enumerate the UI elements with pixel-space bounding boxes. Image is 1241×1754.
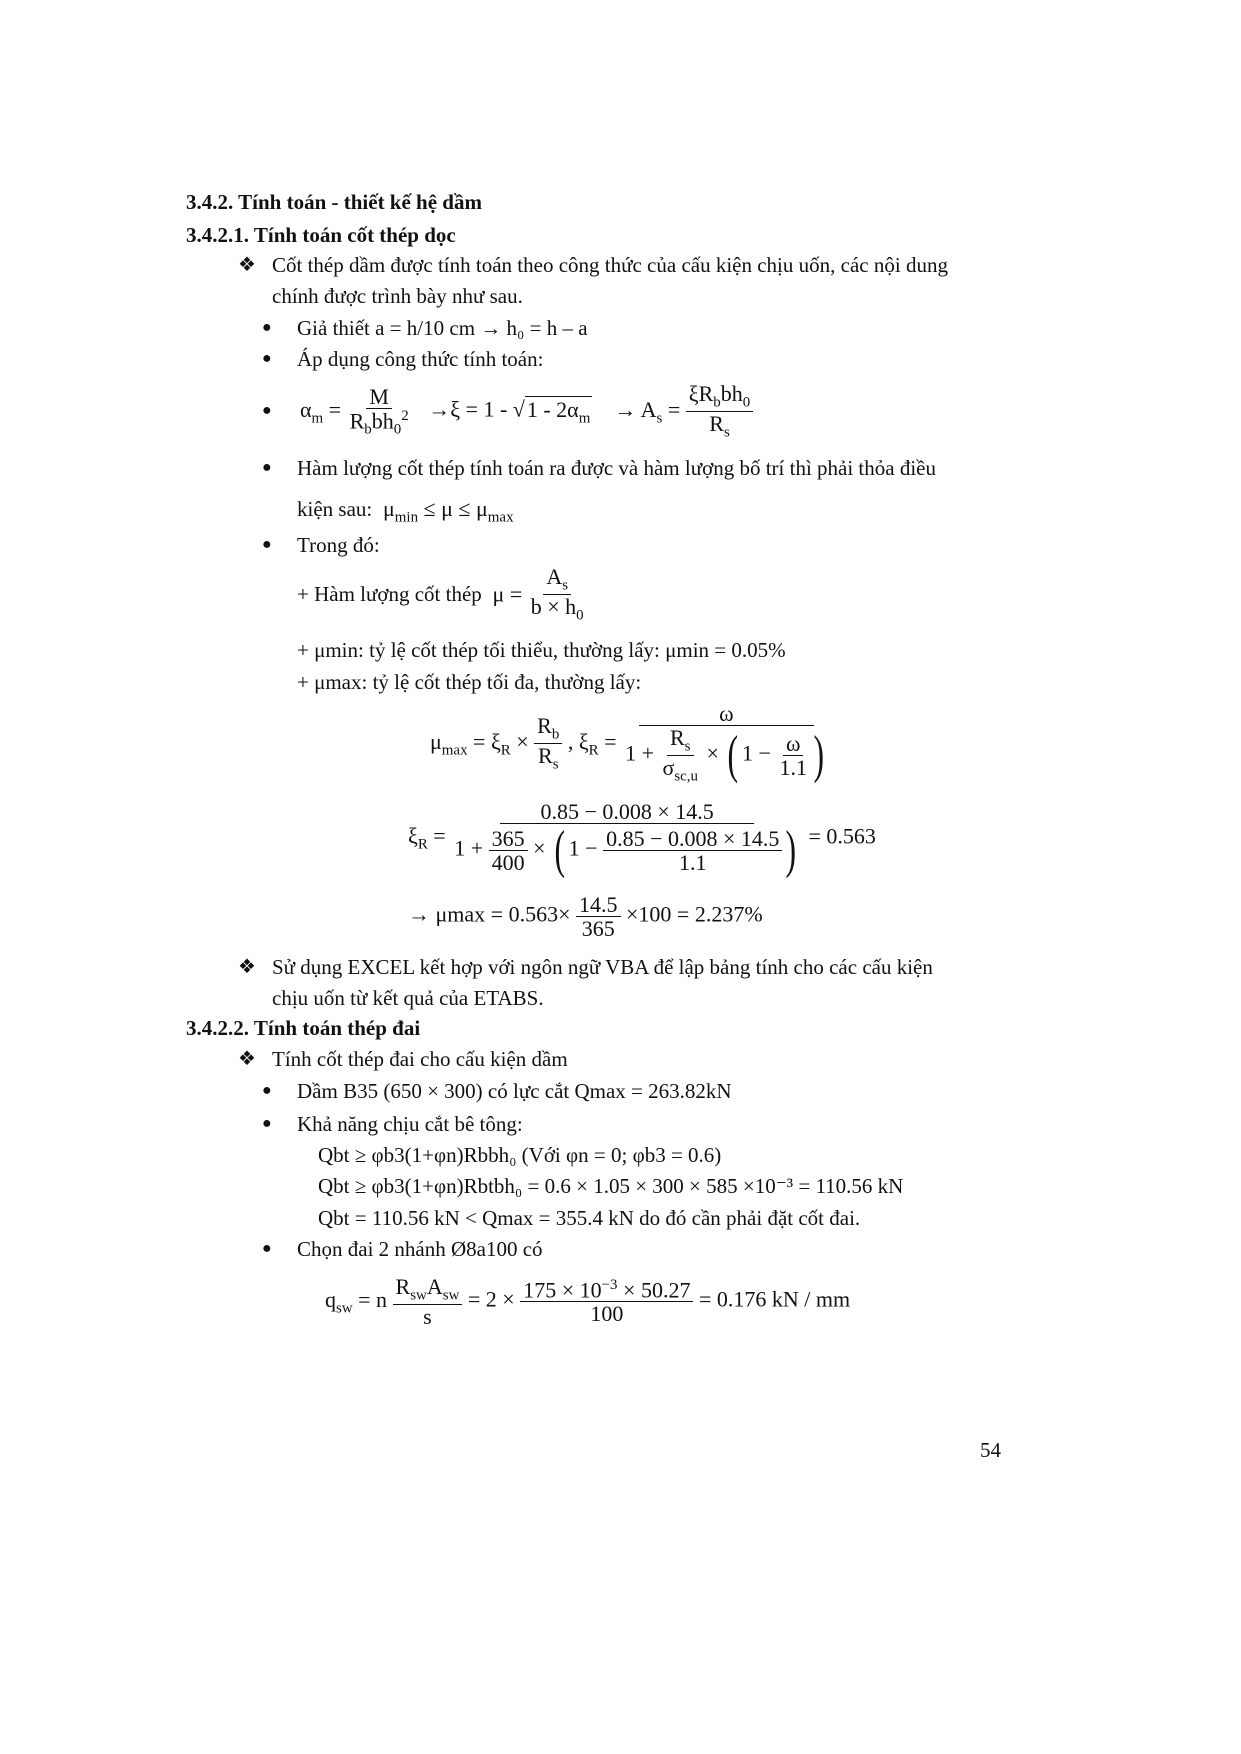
diamond-bullet-icon: ❖ (238, 254, 256, 276)
excel-line-2: chịu uốn từ kết quả của ETABS. (272, 986, 544, 1010)
diamond-bullet-icon: ❖ (238, 1048, 256, 1070)
bullet-assumption: Giả thiết a = h/10 cm → h₀ = h – a (297, 316, 588, 340)
bullet-dot-icon: ● (262, 402, 272, 419)
bullet-dot-icon: ● (262, 459, 272, 476)
mu-min-line: + μmin: tỷ lệ cốt thép tối thiểu, thường lấy: μmin = 0.05% (297, 638, 786, 662)
stirrup-intro: Tính cốt thép đai cho cấu kiện dầm (272, 1047, 568, 1071)
mu-max-line: + μmax: tỷ lệ cốt thép tối đa, thường lấy: (297, 670, 642, 694)
bullet-dot-icon: ● (262, 319, 272, 336)
bullet-dot-icon: ● (262, 1082, 272, 1099)
section-heading-3-4-2-1: 3.4.2.1. Tính toán cốt thép dọc (186, 223, 456, 247)
section-heading-3-4-2-2: 3.4.2.2. Tính toán thép đai (186, 1016, 421, 1040)
formula-qsw: $q_{sw} = n$ $R_{sw}A_{sw}$ s = 2 × $\frac{175 \times 10^{-3} \times 50.27}{100}$ = 0.176 kN / mm (325, 1274, 851, 1330)
beam-b35-shear: Dầm B35 (650 × 300) có lực cắt Qmax = 263.82kN (297, 1079, 732, 1103)
section-heading-3-4-2: 3.4.2. Tính toán - thiết kế hệ dầm (186, 190, 482, 214)
formula-mu-max-numeric: → μmax = 0.563× $\frac{14.5}{365}$ ×100 = 2.237% (408, 892, 763, 942)
qbt-calculation: Qbt ≥ φb3(1+φn)Rbtbh₀ = 0.6 × 1.05 × 300 × 585 ×10⁻³ = 110.56 kN (318, 1174, 904, 1198)
excel-line-1: Sử dụng EXCEL kết hợp với ngôn ngữ VBA để lập bảng tính cho các cấu kiện (272, 955, 933, 979)
formula-xi-r-numeric: $\xi_R$ = 0.85 − 0.008 × 14.5 1 + $\frac{365}{400}$ × ( 1 − $\frac{0.85 - 0.008 \times 14.5}{1.1}$ ) = 0.563 (408, 799, 876, 880)
formula-alpha-xi-as: $\alpha_m$ = M $R_bbh_0^2$ $\to\xi = 1 - √1 - 2\alpha_m$ → $A_s$ = $\xi R_bbh_0$ $R_s$ (300, 382, 753, 441)
bullet-dot-icon: ● (262, 536, 272, 553)
where-label: Trong đó: (297, 533, 380, 557)
intro-line-1: Cốt thép dầm được tính toán theo công thức của cấu kiện chịu uốn, các nội dung (272, 253, 948, 277)
concrete-shear-capacity: Khả năng chịu cắt bê tông: (297, 1112, 523, 1136)
stirrup-choice: Chọn đai 2 nhánh Ø8a100 có (297, 1237, 543, 1261)
formula-mu-max-xi-r: $\mu_{max} = \xi_R$ × $\frac{R_b}{R_s}$ , $\xi_R$ = ω 1 + $R_s$ $\sigma_{sc,u}$ × ( 1 − $\frac{\omega}{1.1}$ ) (430, 701, 825, 785)
qbt-comparison: Qbt = 110.56 kN < Qmax = 355.4 kN do đó cần phải đặt cốt đai. (318, 1206, 861, 1230)
page-number: 54 (980, 1438, 1001, 1462)
bullet-dot-icon: ● (262, 1240, 272, 1257)
mu-condition-line-1: Hàm lượng cốt thép tính toán ra được và hàm lượng bố trí thì phải thỏa điều (297, 456, 936, 480)
intro-line-2: chính được trình bày như sau. (272, 284, 523, 308)
bullet-dot-icon: ● (262, 350, 272, 367)
bullet-dot-icon: ● (262, 1115, 272, 1132)
mu-definition: + Hàm lượng cốt thép μ = $\frac{A_s}{b \times h_0}$ (297, 564, 584, 624)
bullet-apply-formula: Áp dụng công thức tính toán: (297, 347, 544, 371)
mu-condition-line-2: kiện sau: $\mu_{min} \le \mu \le \mu_{max}$ (297, 496, 514, 526)
qbt-condition: Qbt ≥ φb3(1+φn)Rbbh₀ (Với φn = 0; φb3 = 0.6) (318, 1143, 722, 1167)
diamond-bullet-icon: ❖ (238, 956, 256, 978)
